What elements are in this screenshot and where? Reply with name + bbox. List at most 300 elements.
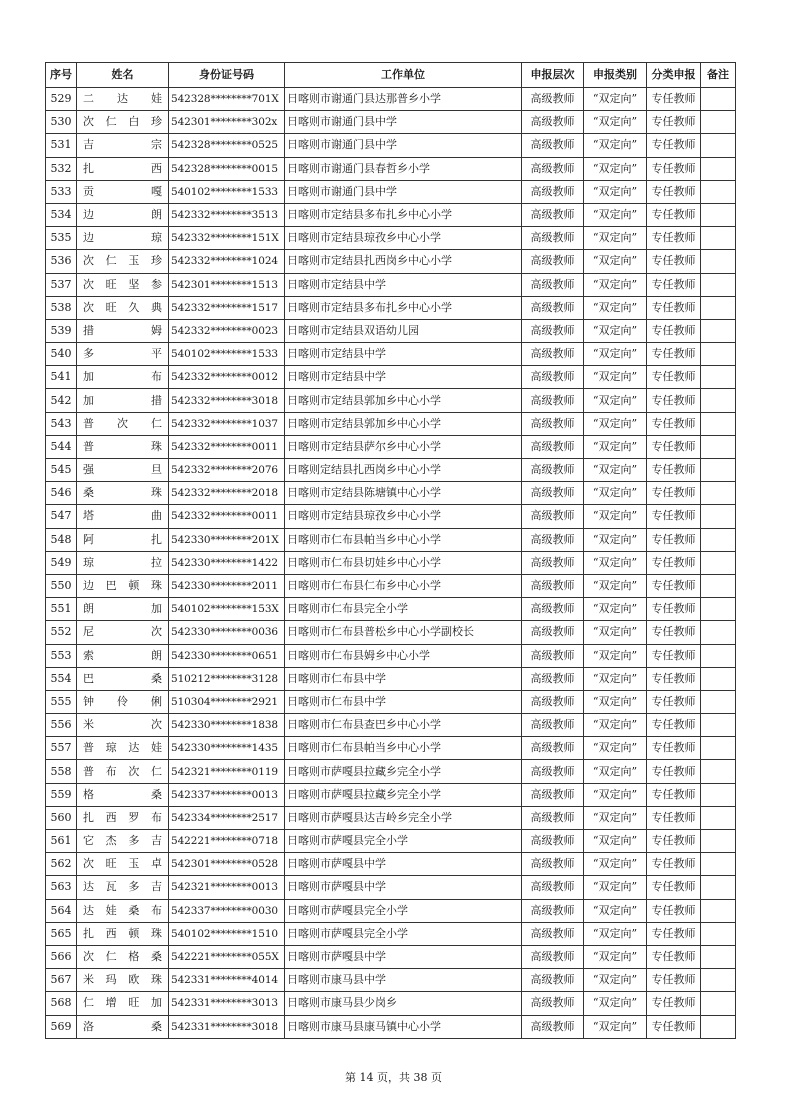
row-number-cell: 542: [46, 389, 77, 412]
level-cell: 高级教师: [522, 945, 584, 968]
note-cell: [701, 319, 736, 342]
work-unit-cell: 日喀则市谢通门县春哲乡小学: [285, 157, 522, 180]
type-cell: 专任教师: [647, 783, 701, 806]
name-text: 米 玛 欧 珠: [83, 973, 162, 987]
row-number-cell: 533: [46, 180, 77, 203]
category-cell: “双定向”: [584, 598, 647, 621]
id-number-cell: 542332********3513: [169, 203, 285, 226]
name-text: 普 珠: [83, 439, 162, 453]
row-number-cell: 552: [46, 621, 77, 644]
name-text: 塔 曲: [83, 509, 162, 523]
name-cell: [77, 343, 169, 366]
work-unit-cell: 日喀则市萨嘎县中学: [285, 853, 522, 876]
name-cell: [77, 806, 169, 829]
type-cell: 专任教师: [647, 528, 701, 551]
page-footer: 第 14 页，共 38 页: [345, 1071, 442, 1084]
level-cell: 高级教师: [522, 830, 584, 853]
id-number-cell: 542321********0013: [169, 876, 285, 899]
row-number-cell: 563: [46, 876, 77, 899]
level-cell: 高级教师: [522, 760, 584, 783]
name-cell: [77, 88, 169, 111]
type-cell: 专任教师: [647, 435, 701, 458]
category-cell: “双定向”: [584, 945, 647, 968]
name-text: 朗 加: [83, 602, 162, 616]
type-cell: 专任教师: [647, 714, 701, 737]
name-text: 洛 桑: [83, 1019, 162, 1033]
level-cell: 高级教师: [522, 783, 584, 806]
header-cell: 申报类别: [584, 63, 647, 88]
name-cell: [77, 134, 169, 157]
name-cell: [77, 899, 169, 922]
table-row: [46, 737, 736, 760]
name-cell: [77, 482, 169, 505]
work-unit-cell: 日喀则市定结县陈塘镇中心小学: [285, 482, 522, 505]
work-unit-cell: 日喀则市仁布县帕当乡中心小学: [285, 737, 522, 760]
category-cell: “双定向”: [584, 366, 647, 389]
name-cell: [77, 621, 169, 644]
table-row: [46, 922, 736, 945]
row-number-cell: 541: [46, 366, 77, 389]
note-cell: [701, 227, 736, 250]
level-cell: 高级教师: [522, 737, 584, 760]
name-text: 次 仁 格 桑: [83, 950, 162, 964]
type-cell: 专任教师: [647, 88, 701, 111]
work-unit-cell: 日喀则市仁布县完全小学: [285, 598, 522, 621]
level-cell: 高级教师: [522, 714, 584, 737]
work-unit-cell: 日喀则市定结县郭加乡中心小学: [285, 412, 522, 435]
level-cell: 高级教师: [522, 574, 584, 597]
level-cell: 高级教师: [522, 366, 584, 389]
type-cell: 专任教师: [647, 551, 701, 574]
level-cell: 高级教师: [522, 482, 584, 505]
row-number-cell: 550: [46, 574, 77, 597]
type-cell: 专任教师: [647, 830, 701, 853]
note-cell: [701, 574, 736, 597]
header-row: [46, 63, 736, 88]
level-cell: 高级教师: [522, 227, 584, 250]
applicant-table: [45, 62, 736, 1039]
table-row: [46, 690, 736, 713]
type-cell: 专任教师: [647, 899, 701, 922]
table-row: [46, 459, 736, 482]
type-cell: 专任教师: [647, 667, 701, 690]
table-row: [46, 482, 736, 505]
name-cell: [77, 111, 169, 134]
work-unit-cell: 日喀则市定结县萨尔乡中心小学: [285, 435, 522, 458]
work-unit-cell: 日喀则市康马县少岗乡: [285, 992, 522, 1015]
name-text: 琼 拉: [83, 555, 162, 569]
category-cell: “双定向”: [584, 412, 647, 435]
type-cell: 专任教师: [647, 180, 701, 203]
name-cell: [77, 667, 169, 690]
note-cell: [701, 88, 736, 111]
work-unit-cell: 日喀则市康马县康马镇中心小学: [285, 1015, 522, 1038]
type-cell: 专任教师: [647, 250, 701, 273]
id-number-cell: 542328********701X: [169, 88, 285, 111]
name-cell: [77, 1015, 169, 1038]
name-cell: [77, 830, 169, 853]
type-cell: 专任教师: [647, 482, 701, 505]
work-unit-cell: 日喀则市定结县琼孜乡中心小学: [285, 227, 522, 250]
name-text: 仁 增 旺 加: [83, 996, 162, 1010]
level-cell: 高级教师: [522, 203, 584, 226]
type-cell: 专任教师: [647, 737, 701, 760]
row-number-cell: 535: [46, 227, 77, 250]
level-cell: 高级教师: [522, 250, 584, 273]
category-cell: “双定向”: [584, 88, 647, 111]
table-row: [46, 969, 736, 992]
row-number-cell: 538: [46, 296, 77, 319]
id-number-cell: 542332********151X: [169, 227, 285, 250]
note-cell: [701, 737, 736, 760]
table-row: [46, 435, 736, 458]
type-cell: 专任教师: [647, 134, 701, 157]
row-number-cell: 549: [46, 551, 77, 574]
work-unit-cell: 日喀则定结县扎西岗乡中心小学: [285, 459, 522, 482]
name-cell: [77, 227, 169, 250]
work-unit-cell: 日喀则市萨嘎县完全小学: [285, 922, 522, 945]
name-cell: [77, 992, 169, 1015]
level-cell: 高级教师: [522, 922, 584, 945]
note-cell: [701, 134, 736, 157]
row-number-cell: 554: [46, 667, 77, 690]
id-number-cell: 542331********4014: [169, 969, 285, 992]
note-cell: [701, 111, 736, 134]
row-number-cell: 569: [46, 1015, 77, 1038]
note-cell: [701, 273, 736, 296]
row-number-cell: 547: [46, 505, 77, 528]
name-cell: [77, 459, 169, 482]
note-cell: [701, 876, 736, 899]
name-text: 它 杰 多 吉: [83, 834, 162, 848]
table-row: [46, 992, 736, 1015]
id-number-cell: 542332********1024: [169, 250, 285, 273]
name-text: 加 布: [83, 370, 162, 384]
category-cell: “双定向”: [584, 922, 647, 945]
category-cell: “双定向”: [584, 783, 647, 806]
note-cell: [701, 969, 736, 992]
name-cell: [77, 203, 169, 226]
level-cell: 高级教师: [522, 690, 584, 713]
category-cell: “双定向”: [584, 250, 647, 273]
work-unit-cell: 日喀则市定结县扎西岗乡中心小学: [285, 250, 522, 273]
table-row: [46, 714, 736, 737]
type-cell: 专任教师: [647, 203, 701, 226]
note-cell: [701, 157, 736, 180]
level-cell: 高级教师: [522, 876, 584, 899]
id-number-cell: 542301********1513: [169, 273, 285, 296]
row-number-cell: 566: [46, 945, 77, 968]
type-cell: 专任教师: [647, 922, 701, 945]
note-cell: [701, 760, 736, 783]
table-row: [46, 899, 736, 922]
category-cell: “双定向”: [584, 389, 647, 412]
category-cell: “双定向”: [584, 969, 647, 992]
table-row: [46, 783, 736, 806]
level-cell: 高级教师: [522, 389, 584, 412]
row-number-cell: 548: [46, 528, 77, 551]
name-text: 次 旺 久 典: [83, 300, 162, 314]
note-cell: [701, 621, 736, 644]
name-cell: [77, 250, 169, 273]
table-row: [46, 598, 736, 621]
table-row: [46, 806, 736, 829]
table-row: [46, 111, 736, 134]
id-number-cell: 542328********0015: [169, 157, 285, 180]
header-cell: 身份证号码: [169, 63, 285, 88]
id-number-cell: 542221********055X: [169, 945, 285, 968]
category-cell: “双定向”: [584, 714, 647, 737]
name-cell: [77, 574, 169, 597]
category-cell: “双定向”: [584, 1015, 647, 1038]
type-cell: 专任教师: [647, 598, 701, 621]
work-unit-cell: 日喀则市仁布县查巴乡中心小学: [285, 714, 522, 737]
table-row: [46, 551, 736, 574]
category-cell: “双定向”: [584, 435, 647, 458]
work-unit-cell: 日喀则市仁布县普松乡中心小学副校长: [285, 621, 522, 644]
name-cell: [77, 551, 169, 574]
name-cell: [77, 389, 169, 412]
name-cell: [77, 180, 169, 203]
level-cell: 高级教师: [522, 296, 584, 319]
type-cell: 专任教师: [647, 111, 701, 134]
level-cell: 高级教师: [522, 435, 584, 458]
id-number-cell: 542330********1838: [169, 714, 285, 737]
note-cell: [701, 412, 736, 435]
type-cell: 专任教师: [647, 273, 701, 296]
row-number-cell: 536: [46, 250, 77, 273]
work-unit-cell: 日喀则市定结县中学: [285, 366, 522, 389]
type-cell: 专任教师: [647, 505, 701, 528]
note-cell: [701, 459, 736, 482]
work-unit-cell: 日喀则市仁布县帕当乡中心小学: [285, 528, 522, 551]
row-number-cell: 555: [46, 690, 77, 713]
id-number-cell: 542321********0119: [169, 760, 285, 783]
note-cell: [701, 551, 736, 574]
level-cell: 高级教师: [522, 111, 584, 134]
category-cell: “双定向”: [584, 157, 647, 180]
category-cell: “双定向”: [584, 690, 647, 713]
id-number-cell: 542337********0013: [169, 783, 285, 806]
name-text: 吉 宗: [83, 138, 162, 152]
work-unit-cell: 日喀则市仁布县切娃乡中心小学: [285, 551, 522, 574]
row-number-cell: 537: [46, 273, 77, 296]
row-number-cell: 545: [46, 459, 77, 482]
name-text: 普 琼 达 娃: [83, 741, 162, 755]
note-cell: [701, 180, 736, 203]
name-text: 格 桑: [83, 787, 162, 801]
category-cell: “双定向”: [584, 876, 647, 899]
id-number-cell: 542301********302x: [169, 111, 285, 134]
category-cell: “双定向”: [584, 482, 647, 505]
type-cell: 专任教师: [647, 690, 701, 713]
name-text: 贡 嘎: [83, 184, 162, 198]
row-number-cell: 534: [46, 203, 77, 226]
name-cell: [77, 644, 169, 667]
row-number-cell: 540: [46, 343, 77, 366]
name-cell: [77, 922, 169, 945]
note-cell: [701, 853, 736, 876]
name-cell: [77, 945, 169, 968]
table-row: [46, 830, 736, 853]
name-text: 巴 桑: [83, 671, 162, 685]
row-number-cell: 530: [46, 111, 77, 134]
row-number-cell: 561: [46, 830, 77, 853]
note-cell: [701, 505, 736, 528]
table-row: [46, 945, 736, 968]
table-row: [46, 644, 736, 667]
type-cell: 专任教师: [647, 412, 701, 435]
category-cell: “双定向”: [584, 528, 647, 551]
header-cell: 分类申报: [647, 63, 701, 88]
note-cell: [701, 922, 736, 945]
id-number-cell: 510304********2921: [169, 690, 285, 713]
row-number-cell: 565: [46, 922, 77, 945]
name-text: 达 瓦 多 吉: [83, 880, 162, 894]
row-number-cell: 531: [46, 134, 77, 157]
work-unit-cell: 日喀则市萨嘎县中学: [285, 876, 522, 899]
id-number-cell: 542331********3018: [169, 1015, 285, 1038]
name-cell: [77, 273, 169, 296]
row-number-cell: 557: [46, 737, 77, 760]
work-unit-cell: 日喀则市定结县郭加乡中心小学: [285, 389, 522, 412]
row-number-cell: 560: [46, 806, 77, 829]
category-cell: “双定向”: [584, 806, 647, 829]
id-number-cell: 542332********2018: [169, 482, 285, 505]
table-row: [46, 296, 736, 319]
row-number-cell: 556: [46, 714, 77, 737]
type-cell: 专任教师: [647, 459, 701, 482]
table-row: [46, 250, 736, 273]
name-cell: [77, 714, 169, 737]
level-cell: 高级教师: [522, 853, 584, 876]
level-cell: 高级教师: [522, 899, 584, 922]
row-number-cell: 564: [46, 899, 77, 922]
level-cell: 高级教师: [522, 528, 584, 551]
table-row: [46, 366, 736, 389]
name-text: 阿 扎: [83, 532, 162, 546]
row-number-cell: 568: [46, 992, 77, 1015]
work-unit-cell: 日喀则市定结县多布扎乡中心小学: [285, 203, 522, 226]
work-unit-cell: 日喀则市康马县中学: [285, 969, 522, 992]
category-cell: “双定向”: [584, 551, 647, 574]
table-row: [46, 319, 736, 342]
id-number-cell: 542330********201X: [169, 528, 285, 551]
header-cell: 工作单位: [285, 63, 522, 88]
name-text: 达 娃 桑 布: [83, 903, 162, 917]
name-text: 尼 次: [83, 625, 162, 639]
row-number-cell: 543: [46, 412, 77, 435]
work-unit-cell: 日喀则市萨嘎县完全小学: [285, 899, 522, 922]
type-cell: 专任教师: [647, 227, 701, 250]
note-cell: [701, 343, 736, 366]
category-cell: “双定向”: [584, 111, 647, 134]
name-text: 措 姆: [83, 323, 162, 337]
table-row: [46, 203, 736, 226]
type-cell: 专任教师: [647, 343, 701, 366]
level-cell: 高级教师: [522, 598, 584, 621]
row-number-cell: 529: [46, 88, 77, 111]
category-cell: “双定向”: [584, 134, 647, 157]
row-number-cell: 559: [46, 783, 77, 806]
category-cell: “双定向”: [584, 203, 647, 226]
table-row: [46, 505, 736, 528]
note-cell: [701, 296, 736, 319]
category-cell: “双定向”: [584, 574, 647, 597]
category-cell: “双定向”: [584, 899, 647, 922]
note-cell: [701, 830, 736, 853]
name-cell: [77, 760, 169, 783]
id-number-cell: 542330********0651: [169, 644, 285, 667]
table-row: [46, 528, 736, 551]
name-text: 次 旺 坚 参: [83, 277, 162, 291]
id-number-cell: 542301********0528: [169, 853, 285, 876]
id-number-cell: 542330********1435: [169, 737, 285, 760]
type-cell: 专任教师: [647, 157, 701, 180]
category-cell: “双定向”: [584, 644, 647, 667]
row-number-cell: 553: [46, 644, 77, 667]
name-cell: [77, 528, 169, 551]
type-cell: 专任教师: [647, 760, 701, 783]
name-text: 多 平: [83, 347, 162, 361]
work-unit-cell: 日喀则市定结县双语幼儿园: [285, 319, 522, 342]
note-cell: [701, 482, 736, 505]
category-cell: “双定向”: [584, 180, 647, 203]
row-number-cell: 551: [46, 598, 77, 621]
name-text: 边 巴 顿 珠: [83, 579, 162, 593]
level-cell: 高级教师: [522, 343, 584, 366]
id-number-cell: 542334********2517: [169, 806, 285, 829]
level-cell: 高级教师: [522, 969, 584, 992]
table-row: [46, 621, 736, 644]
name-cell: [77, 598, 169, 621]
name-cell: [77, 737, 169, 760]
category-cell: “双定向”: [584, 343, 647, 366]
work-unit-cell: 日喀则市谢通门县中学: [285, 111, 522, 134]
level-cell: 高级教师: [522, 621, 584, 644]
category-cell: “双定向”: [584, 667, 647, 690]
name-text: 二 达 娃: [83, 92, 162, 106]
table-row: [46, 760, 736, 783]
note-cell: [701, 435, 736, 458]
id-number-cell: 542328********0525: [169, 134, 285, 157]
name-text: 边 琼: [83, 231, 162, 245]
name-cell: [77, 366, 169, 389]
row-number-cell: 562: [46, 853, 77, 876]
note-cell: [701, 783, 736, 806]
type-cell: 专任教师: [647, 319, 701, 342]
id-number-cell: 542330********2011: [169, 574, 285, 597]
id-number-cell: 542332********0023: [169, 319, 285, 342]
level-cell: 高级教师: [522, 992, 584, 1015]
note-cell: [701, 366, 736, 389]
id-number-cell: 542332********1517: [169, 296, 285, 319]
work-unit-cell: 日喀则市萨嘎县完全小学: [285, 830, 522, 853]
table-row: [46, 412, 736, 435]
level-cell: 高级教师: [522, 551, 584, 574]
type-cell: 专任教师: [647, 853, 701, 876]
name-cell: [77, 157, 169, 180]
name-cell: [77, 412, 169, 435]
name-text: 次 旺 玉 卓: [83, 857, 162, 871]
name-text: 钟 伶 俐: [83, 694, 162, 708]
type-cell: 专任教师: [647, 1015, 701, 1038]
name-cell: [77, 853, 169, 876]
type-cell: 专任教师: [647, 574, 701, 597]
category-cell: “双定向”: [584, 737, 647, 760]
table-row: [46, 273, 736, 296]
note-cell: [701, 806, 736, 829]
